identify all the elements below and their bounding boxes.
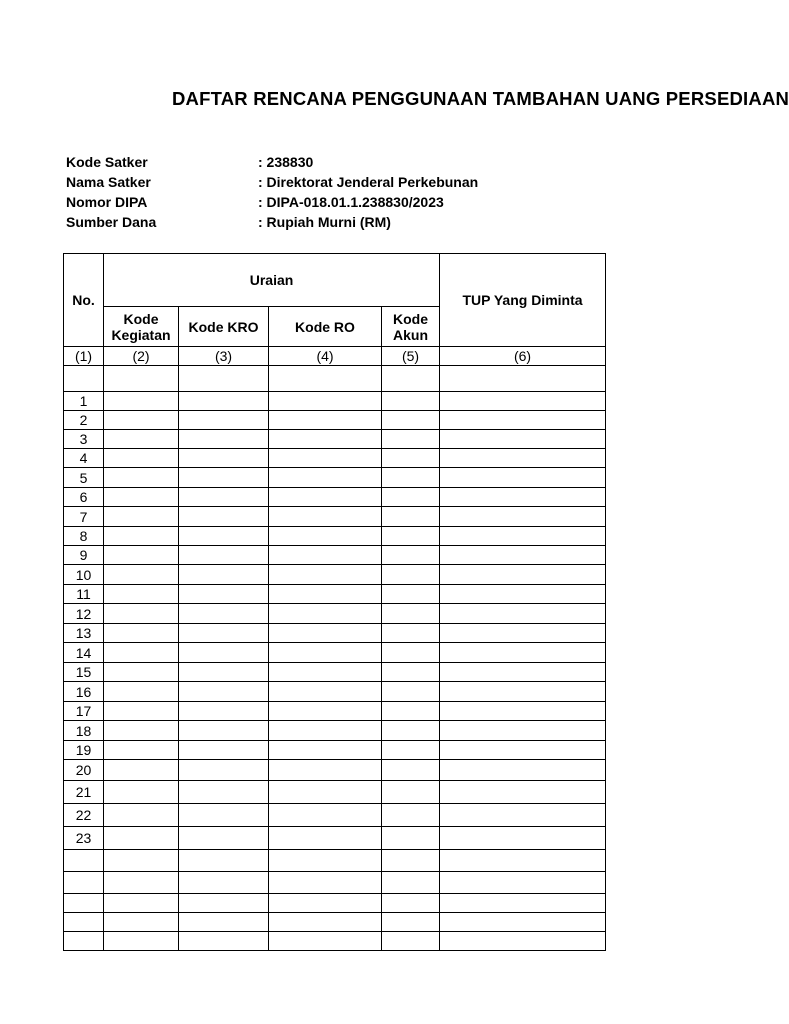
table-cell <box>440 507 606 527</box>
table-cell <box>440 682 606 702</box>
table-row <box>64 827 606 850</box>
table-row <box>64 366 606 392</box>
table-cell <box>382 527 440 546</box>
table-cell <box>104 411 179 430</box>
table-cell <box>269 781 382 804</box>
meta-label: Kode Satker <box>66 154 148 170</box>
row-number <box>64 913 104 932</box>
table-cell <box>269 682 382 702</box>
meta-label: Nama Satker <box>66 174 151 190</box>
table-cell <box>382 604 440 624</box>
row-number: 3 <box>64 430 104 449</box>
table-cell <box>269 624 382 643</box>
table-cell <box>269 449 382 468</box>
table-cell <box>104 682 179 702</box>
table-row <box>64 527 606 546</box>
meta-value: : Direktorat Jenderal Perkebunan <box>258 174 479 190</box>
table-cell <box>179 546 269 565</box>
sub-header: Kode RO <box>269 307 382 347</box>
table-cell <box>440 663 606 682</box>
row-number: 1 <box>64 392 104 411</box>
table-cell <box>440 392 606 411</box>
table-cell <box>104 872 179 894</box>
row-number: 22 <box>64 804 104 827</box>
table-cell <box>104 585 179 604</box>
row-number: 4 <box>64 449 104 468</box>
table-cell <box>440 643 606 663</box>
table-cell <box>104 366 179 392</box>
table-cell <box>104 781 179 804</box>
table-cell <box>179 702 269 721</box>
table-cell <box>269 760 382 781</box>
table-cell <box>440 488 606 507</box>
table-cell <box>269 585 382 604</box>
table-cell <box>179 741 269 760</box>
table-cell <box>269 827 382 850</box>
table-cell <box>104 721 179 741</box>
sub-header: Kode Akun <box>382 307 440 347</box>
row-number <box>64 850 104 872</box>
table-cell <box>179 392 269 411</box>
no-header: No. <box>64 254 104 347</box>
table-cell <box>382 488 440 507</box>
table-cell <box>104 527 179 546</box>
table-cell <box>179 682 269 702</box>
column-number: (5) <box>382 347 440 366</box>
table-cell <box>382 366 440 392</box>
table-cell <box>104 565 179 585</box>
table-cell <box>179 781 269 804</box>
table-cell <box>179 760 269 781</box>
table-cell <box>179 565 269 585</box>
table-cell <box>440 760 606 781</box>
column-number: (6) <box>440 347 606 366</box>
table-row <box>64 913 606 932</box>
table-cell <box>269 804 382 827</box>
table-cell <box>179 663 269 682</box>
meta-value: : DIPA-018.01.1.238830/2023 <box>258 194 444 210</box>
table-cell <box>269 913 382 932</box>
table-cell <box>440 827 606 850</box>
table-cell <box>104 702 179 721</box>
table-cell <box>440 850 606 872</box>
table-cell <box>440 585 606 604</box>
table-row <box>64 804 606 827</box>
table-cell <box>269 392 382 411</box>
table-cell <box>382 894 440 913</box>
table-cell <box>382 702 440 721</box>
table-cell <box>382 507 440 527</box>
table-cell <box>179 913 269 932</box>
table-cell <box>179 827 269 850</box>
table-cell <box>440 721 606 741</box>
table-cell <box>104 932 179 951</box>
row-number: 9 <box>64 546 104 565</box>
tup-table <box>63 253 606 951</box>
table-cell <box>104 760 179 781</box>
meta-value: : Rupiah Murni (RM) <box>258 214 391 230</box>
row-number: 10 <box>64 565 104 585</box>
table-cell <box>269 366 382 392</box>
table-cell <box>440 527 606 546</box>
table-cell <box>104 624 179 643</box>
row-number: 16 <box>64 682 104 702</box>
sub-header: Kode KRO <box>179 307 269 347</box>
table-cell <box>179 430 269 449</box>
table-cell <box>382 741 440 760</box>
table-cell <box>179 507 269 527</box>
table-row <box>64 872 606 894</box>
column-number: (2) <box>104 347 179 366</box>
table-cell <box>269 411 382 430</box>
table-cell <box>440 702 606 721</box>
table-cell <box>440 781 606 804</box>
table-cell <box>269 565 382 585</box>
table-cell <box>382 643 440 663</box>
table-row <box>64 741 606 760</box>
table-row <box>64 546 606 565</box>
row-number: 14 <box>64 643 104 663</box>
table-cell <box>104 663 179 682</box>
table-cell <box>382 804 440 827</box>
row-number: 6 <box>64 488 104 507</box>
table-cell <box>382 411 440 430</box>
table-row <box>64 507 606 527</box>
table-cell <box>440 804 606 827</box>
table-cell <box>382 663 440 682</box>
table-cell <box>269 468 382 488</box>
row-number: 23 <box>64 827 104 850</box>
table-row <box>64 682 606 702</box>
table-row <box>64 663 606 682</box>
table-cell <box>382 932 440 951</box>
table-cell <box>104 430 179 449</box>
table-cell <box>179 488 269 507</box>
table-cell <box>440 913 606 932</box>
table-cell <box>269 894 382 913</box>
table-cell <box>179 366 269 392</box>
table-row <box>64 392 606 411</box>
table-cell <box>440 932 606 951</box>
table-row <box>64 430 606 449</box>
table-cell <box>179 804 269 827</box>
table-cell <box>179 721 269 741</box>
meta-value: : 238830 <box>258 154 314 170</box>
table-row <box>64 565 606 585</box>
table-row <box>64 585 606 604</box>
row-number: 17 <box>64 702 104 721</box>
table-cell <box>382 565 440 585</box>
table-cell <box>179 894 269 913</box>
meta-label: Sumber Dana <box>66 214 157 230</box>
column-number: (1) <box>64 347 104 366</box>
row-number <box>64 366 104 392</box>
table-row <box>64 488 606 507</box>
table-cell <box>179 643 269 663</box>
table-cell <box>382 721 440 741</box>
table-cell <box>269 430 382 449</box>
table-row <box>64 624 606 643</box>
row-number <box>64 932 104 951</box>
table-cell <box>269 507 382 527</box>
table-cell <box>382 449 440 468</box>
table-row <box>64 643 606 663</box>
row-number: 2 <box>64 411 104 430</box>
table-cell <box>382 430 440 449</box>
table-cell <box>104 507 179 527</box>
table-cell <box>440 741 606 760</box>
row-number <box>64 894 104 913</box>
table-cell <box>382 624 440 643</box>
table-cell <box>104 850 179 872</box>
table-row <box>64 894 606 913</box>
column-number: (4) <box>269 347 382 366</box>
table-cell <box>104 894 179 913</box>
table-cell <box>440 430 606 449</box>
row-number <box>64 872 104 894</box>
table-cell <box>104 741 179 760</box>
table-cell <box>440 411 606 430</box>
table-row <box>64 468 606 488</box>
row-number: 20 <box>64 760 104 781</box>
uraian-header: Uraian <box>104 254 440 307</box>
table-cell <box>382 392 440 411</box>
row-number: 5 <box>64 468 104 488</box>
table-cell <box>104 468 179 488</box>
row-number: 13 <box>64 624 104 643</box>
table-cell <box>440 894 606 913</box>
table-cell <box>269 604 382 624</box>
row-number: 7 <box>64 507 104 527</box>
table-cell <box>382 913 440 932</box>
table-cell <box>382 468 440 488</box>
table-cell <box>179 468 269 488</box>
table-cell <box>179 585 269 604</box>
row-number: 11 <box>64 585 104 604</box>
table-row <box>64 850 606 872</box>
table-cell <box>269 872 382 894</box>
document-title: DAFTAR RENCANA PENGGUNAAN TAMBAHAN UANG PERSEDIAAN <box>172 88 789 109</box>
table-cell <box>179 932 269 951</box>
table-cell <box>269 721 382 741</box>
table-cell <box>382 682 440 702</box>
table-cell <box>104 804 179 827</box>
table-cell <box>104 392 179 411</box>
table-cell <box>440 624 606 643</box>
table-cell <box>269 546 382 565</box>
table-cell <box>179 604 269 624</box>
table-row <box>64 781 606 804</box>
row-number: 18 <box>64 721 104 741</box>
sub-header: Kode Kegiatan <box>104 307 179 347</box>
table-cell <box>269 527 382 546</box>
column-number: (3) <box>179 347 269 366</box>
tup-header: TUP Yang Diminta <box>440 254 606 347</box>
table-cell <box>440 604 606 624</box>
table-cell <box>269 488 382 507</box>
table-row <box>64 604 606 624</box>
row-number: 19 <box>64 741 104 760</box>
table-cell <box>269 741 382 760</box>
table-cell <box>382 585 440 604</box>
table-cell <box>382 827 440 850</box>
table-cell <box>440 468 606 488</box>
title-clip <box>0 88 789 116</box>
table-cell <box>179 449 269 468</box>
table-cell <box>440 872 606 894</box>
row-number: 8 <box>64 527 104 546</box>
table-row <box>64 702 606 721</box>
table-cell <box>269 663 382 682</box>
table-row <box>64 760 606 781</box>
row-number: 21 <box>64 781 104 804</box>
table-cell <box>179 411 269 430</box>
table-cell <box>382 781 440 804</box>
table-cell <box>440 366 606 392</box>
table-cell <box>104 643 179 663</box>
table-row <box>64 411 606 430</box>
table-cell <box>382 760 440 781</box>
table-cell <box>440 565 606 585</box>
table-cell <box>440 546 606 565</box>
table-cell <box>179 850 269 872</box>
table-row <box>64 449 606 468</box>
row-number: 15 <box>64 663 104 682</box>
table-cell <box>104 546 179 565</box>
table-cell <box>269 702 382 721</box>
table-cell <box>382 546 440 565</box>
table-cell <box>179 872 269 894</box>
table-cell <box>104 488 179 507</box>
row-number: 12 <box>64 604 104 624</box>
table-cell <box>382 850 440 872</box>
table-cell <box>269 932 382 951</box>
table-cell <box>269 850 382 872</box>
table-cell <box>440 449 606 468</box>
table-row <box>64 932 606 951</box>
table-cell <box>179 624 269 643</box>
table-cell <box>382 872 440 894</box>
table-cell <box>269 643 382 663</box>
table-cell <box>104 827 179 850</box>
meta-label: Nomor DIPA <box>66 194 148 210</box>
table-cell <box>179 527 269 546</box>
table-cell <box>104 913 179 932</box>
table-row <box>64 721 606 741</box>
table-cell <box>104 449 179 468</box>
table-cell <box>104 604 179 624</box>
